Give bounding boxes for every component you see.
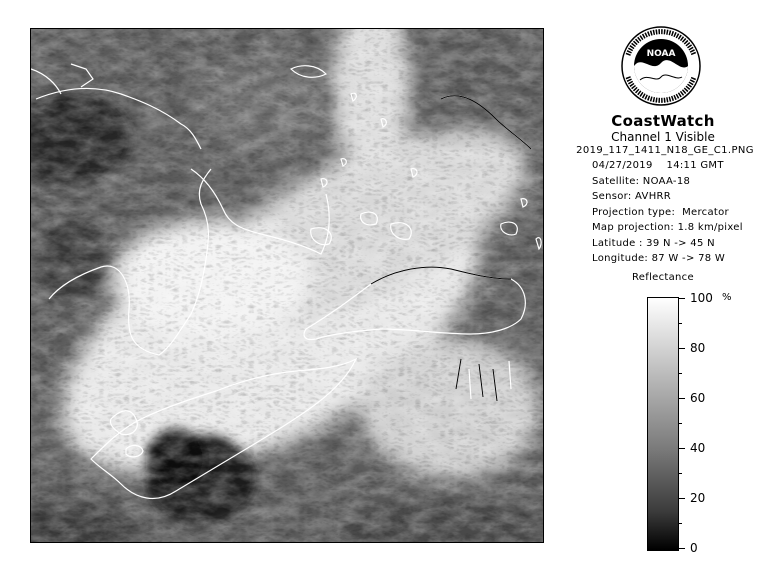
datetime: 04/27/2019 14:11 GMT xyxy=(592,160,724,171)
colorbar-tick xyxy=(679,448,685,449)
satellite: Satellite: NOAA-18 xyxy=(592,175,691,187)
colorbar-tick-label: 0 xyxy=(690,541,698,555)
colorbar-minor-tick xyxy=(679,323,682,324)
colorbar-label: Reflectance xyxy=(632,272,694,283)
noaa-logo xyxy=(620,25,702,107)
info-panel xyxy=(560,112,770,267)
noaa-logo-text: NOAA xyxy=(646,49,676,59)
colorbar-tick-label: 20 xyxy=(690,491,706,505)
colorbar-tick xyxy=(679,548,685,549)
colorbar-tick-label: 60 xyxy=(690,391,706,405)
colorbar-tick xyxy=(679,348,685,349)
colorbar-tick xyxy=(679,498,685,499)
channel-subtitle: Channel 1 Visible xyxy=(611,130,715,144)
longitude-range: Longitude: 87 W -> 78 W xyxy=(592,253,726,264)
colorbar-tick-label: 40 xyxy=(690,441,706,455)
colorbar-minor-tick xyxy=(679,423,682,424)
satellite-image-svg xyxy=(31,29,543,542)
colorbar-tick xyxy=(679,398,685,399)
colorbar-minor-tick xyxy=(679,373,682,374)
map-projection: Map projection: 1.8 km/pixel xyxy=(592,222,743,233)
sensor: Sensor: AVHRR xyxy=(592,191,672,202)
colorbar-tick-label: 100 xyxy=(690,291,713,305)
latitude-range: Latitude : 39 N -> 45 N xyxy=(592,237,715,249)
colorbar-minor-tick xyxy=(679,523,682,524)
file-name: 2019_117_1411_N18_GE_C1.PNG xyxy=(576,145,754,156)
colorbar-unit: % xyxy=(722,292,732,303)
metadata-list xyxy=(592,158,770,267)
colorbar xyxy=(647,297,679,551)
product-title: CoastWatch xyxy=(611,112,715,130)
colorbar-minor-tick xyxy=(679,473,682,474)
fine-texture xyxy=(31,29,543,542)
noaa-logo-svg xyxy=(620,25,702,107)
satellite-image-map xyxy=(30,28,544,543)
colorbar-tick-label: 80 xyxy=(690,341,706,355)
colorbar-tick xyxy=(679,298,685,299)
projection-type: Projection type: Mercator xyxy=(592,206,729,218)
